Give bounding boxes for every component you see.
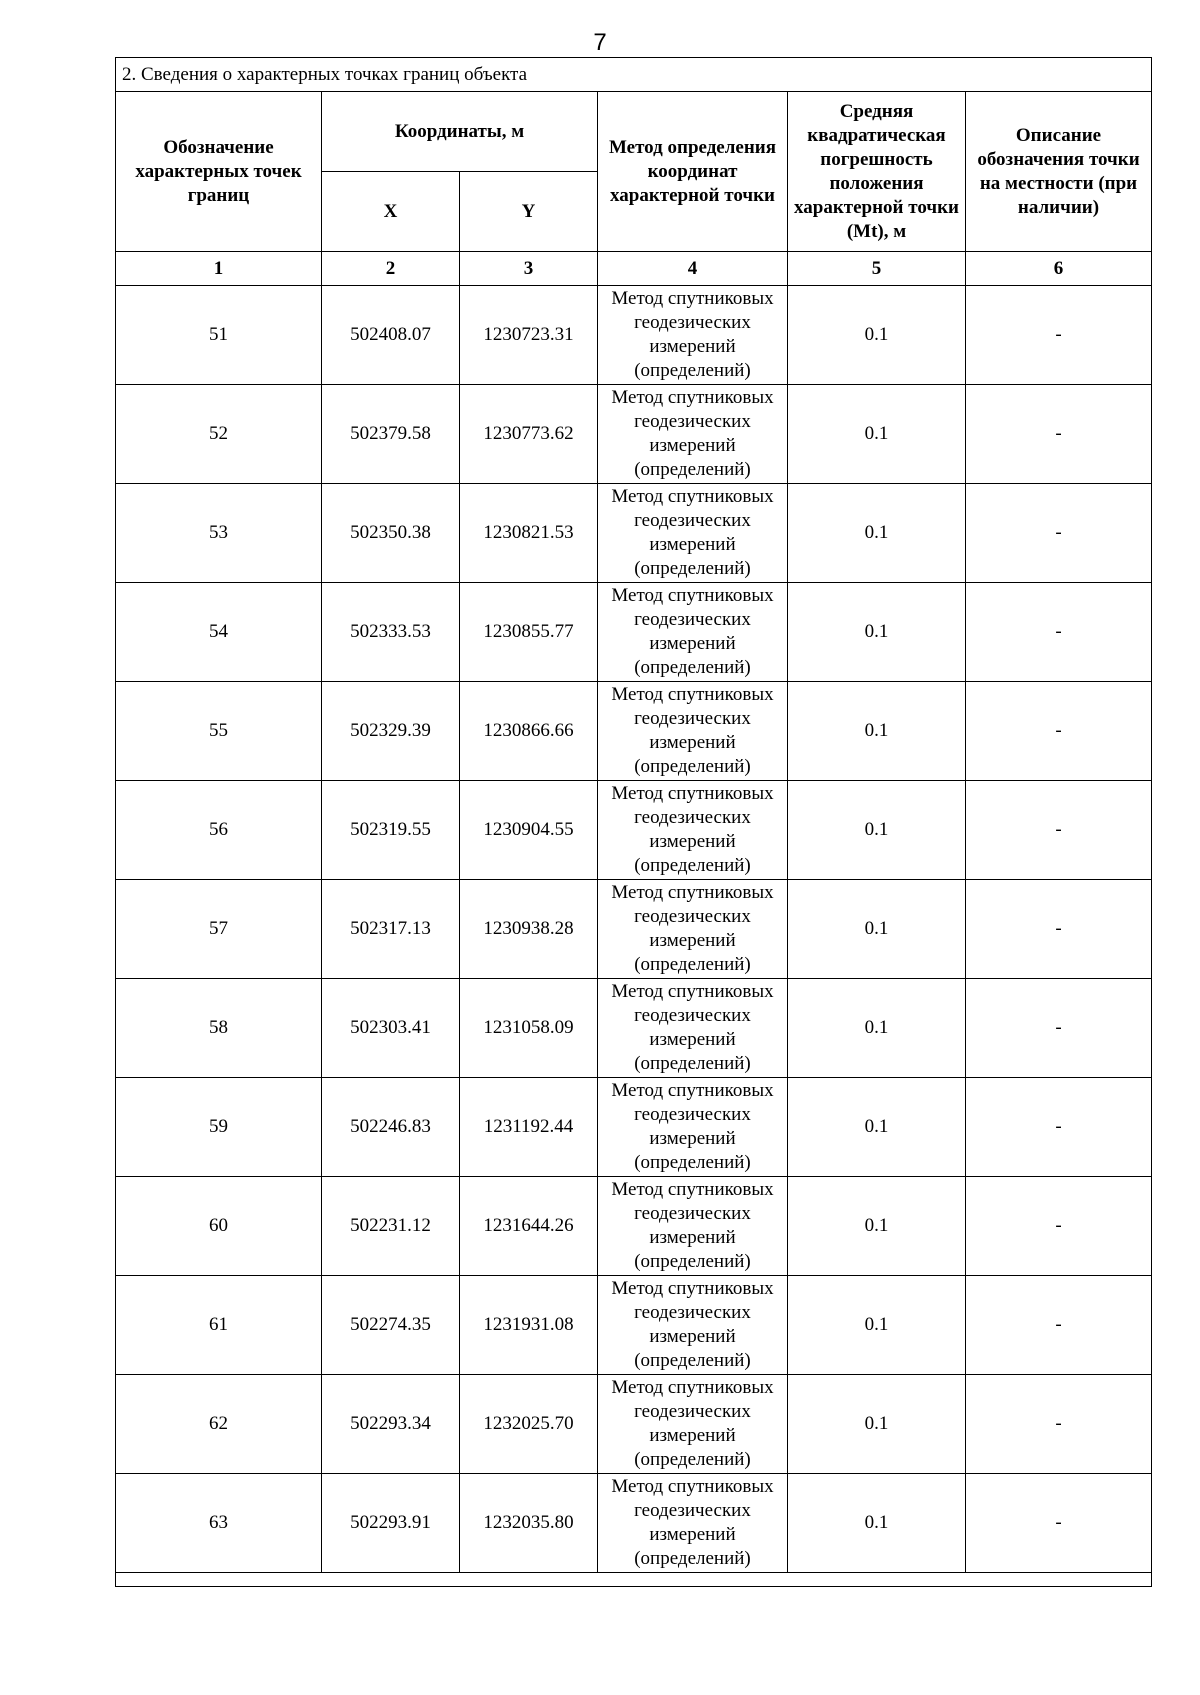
- mean-square-error: 0.1: [788, 1177, 966, 1276]
- header-coordinates: Координаты, м: [322, 92, 598, 172]
- point-number: 61: [116, 1276, 322, 1375]
- coord-y: 1230866.66: [460, 682, 598, 781]
- column-number: 3: [460, 252, 598, 286]
- point-description: -: [966, 781, 1152, 880]
- method: Метод спутниковых геодезических измерений (определений): [598, 286, 788, 385]
- column-number: 5: [788, 252, 966, 286]
- coord-x: 502231.12: [322, 1177, 460, 1276]
- point-number: 54: [116, 583, 322, 682]
- table-row: [116, 781, 1152, 880]
- mean-square-error: 0.1: [788, 880, 966, 979]
- column-number: 1: [116, 252, 322, 286]
- header-y: Y: [460, 172, 598, 252]
- mean-square-error: 0.1: [788, 583, 966, 682]
- mean-square-error: 0.1: [788, 1078, 966, 1177]
- point-number: 59: [116, 1078, 322, 1177]
- column-number: 4: [598, 252, 788, 286]
- table-row: [116, 682, 1152, 781]
- header-point-designation: Обозначение характерных точек границ: [116, 92, 322, 252]
- point-description: -: [966, 286, 1152, 385]
- point-description: -: [966, 979, 1152, 1078]
- coord-y: 1231058.09: [460, 979, 598, 1078]
- point-number: 58: [116, 979, 322, 1078]
- coord-y: 1230723.31: [460, 286, 598, 385]
- point-description: -: [966, 1177, 1152, 1276]
- table-row: [116, 979, 1152, 1078]
- coord-y: 1231931.08: [460, 1276, 598, 1375]
- coord-x: 502379.58: [322, 385, 460, 484]
- coord-y: 1231644.26: [460, 1177, 598, 1276]
- coord-y: 1230855.77: [460, 583, 598, 682]
- point-number: 56: [116, 781, 322, 880]
- mean-square-error: 0.1: [788, 484, 966, 583]
- point-number: 53: [116, 484, 322, 583]
- point-description: -: [966, 1276, 1152, 1375]
- mean-square-error: 0.1: [788, 1375, 966, 1474]
- method: Метод спутниковых геодезических измерений (определений): [598, 682, 788, 781]
- table-row: [116, 583, 1152, 682]
- table-row: [116, 1474, 1152, 1573]
- table-row: [116, 1078, 1152, 1177]
- coord-x: 502274.35: [322, 1276, 460, 1375]
- header-point-description: Описание обозначения точки на местности (при наличии): [966, 92, 1152, 252]
- method: Метод спутниковых геодезических измерений (определений): [598, 1276, 788, 1375]
- method: Метод спутниковых геодезических измерений (определений): [598, 583, 788, 682]
- coord-y: 1231192.44: [460, 1078, 598, 1177]
- section-title: 2. Сведения о характерных точках границ объекта: [116, 58, 1152, 92]
- method: Метод спутниковых геодезических измерений (определений): [598, 1078, 788, 1177]
- point-number: 57: [116, 880, 322, 979]
- mean-square-error: 0.1: [788, 682, 966, 781]
- mean-square-error: 0.1: [788, 979, 966, 1078]
- coord-y: 1230773.62: [460, 385, 598, 484]
- table-footer-row: [116, 1573, 1152, 1587]
- point-number: 62: [116, 1375, 322, 1474]
- table-row: [116, 286, 1152, 385]
- coord-x: 502317.13: [322, 880, 460, 979]
- coord-x: 502408.07: [322, 286, 460, 385]
- method: Метод спутниковых геодезических измерений (определений): [598, 979, 788, 1078]
- coord-x: 502293.34: [322, 1375, 460, 1474]
- method: Метод спутниковых геодезических измерений (определений): [598, 484, 788, 583]
- point-description: -: [966, 484, 1152, 583]
- point-description: -: [966, 583, 1152, 682]
- method: Метод спутниковых геодезических измерений (определений): [598, 1375, 788, 1474]
- coord-y: 1230938.28: [460, 880, 598, 979]
- coord-x: 502293.91: [322, 1474, 460, 1573]
- mean-square-error: 0.1: [788, 1276, 966, 1375]
- coord-y: 1230821.53: [460, 484, 598, 583]
- table-row: [116, 1276, 1152, 1375]
- mean-square-error: 0.1: [788, 286, 966, 385]
- mean-square-error: 0.1: [788, 781, 966, 880]
- coord-x: 502329.39: [322, 682, 460, 781]
- point-description: -: [966, 1078, 1152, 1177]
- coord-x: 502350.38: [322, 484, 460, 583]
- table-row: [116, 880, 1152, 979]
- coord-x: 502333.53: [322, 583, 460, 682]
- column-numbers-row: [116, 252, 1152, 286]
- table-row: [116, 1375, 1152, 1474]
- header-mean-square-error: Средняя квадратическая погрешность положения характерной точки (Mt), м: [788, 92, 966, 252]
- point-number: 63: [116, 1474, 322, 1573]
- table-row: [116, 1177, 1152, 1276]
- method: Метод спутниковых геодезических измерений (определений): [598, 781, 788, 880]
- method: Метод спутниковых геодезических измерений (определений): [598, 1474, 788, 1573]
- empty-cell: [116, 1573, 1152, 1587]
- coord-y: 1232035.80: [460, 1474, 598, 1573]
- column-number: 6: [966, 252, 1152, 286]
- point-number: 60: [116, 1177, 322, 1276]
- point-description: -: [966, 682, 1152, 781]
- coord-x: 502319.55: [322, 781, 460, 880]
- coord-x: 502246.83: [322, 1078, 460, 1177]
- mean-square-error: 0.1: [788, 385, 966, 484]
- point-number: 52: [116, 385, 322, 484]
- header-method: Метод определения координат характерной точки: [598, 92, 788, 252]
- coord-x: 502303.41: [322, 979, 460, 1078]
- column-number: 2: [322, 252, 460, 286]
- method: Метод спутниковых геодезических измерений (определений): [598, 880, 788, 979]
- point-number: 55: [116, 682, 322, 781]
- point-description: -: [966, 880, 1152, 979]
- table-row: [116, 484, 1152, 583]
- mean-square-error: 0.1: [788, 1474, 966, 1573]
- header-x: X: [322, 172, 460, 252]
- point-number: 51: [116, 286, 322, 385]
- table-row: [116, 385, 1152, 484]
- point-description: -: [966, 385, 1152, 484]
- method: Метод спутниковых геодезических измерений (определений): [598, 1177, 788, 1276]
- coord-y: 1232025.70: [460, 1375, 598, 1474]
- page-number: 7: [593, 29, 607, 56]
- boundary-points-table: [115, 57, 1152, 1587]
- point-description: -: [966, 1474, 1152, 1573]
- coord-y: 1230904.55: [460, 781, 598, 880]
- point-description: -: [966, 1375, 1152, 1474]
- method: Метод спутниковых геодезических измерений (определений): [598, 385, 788, 484]
